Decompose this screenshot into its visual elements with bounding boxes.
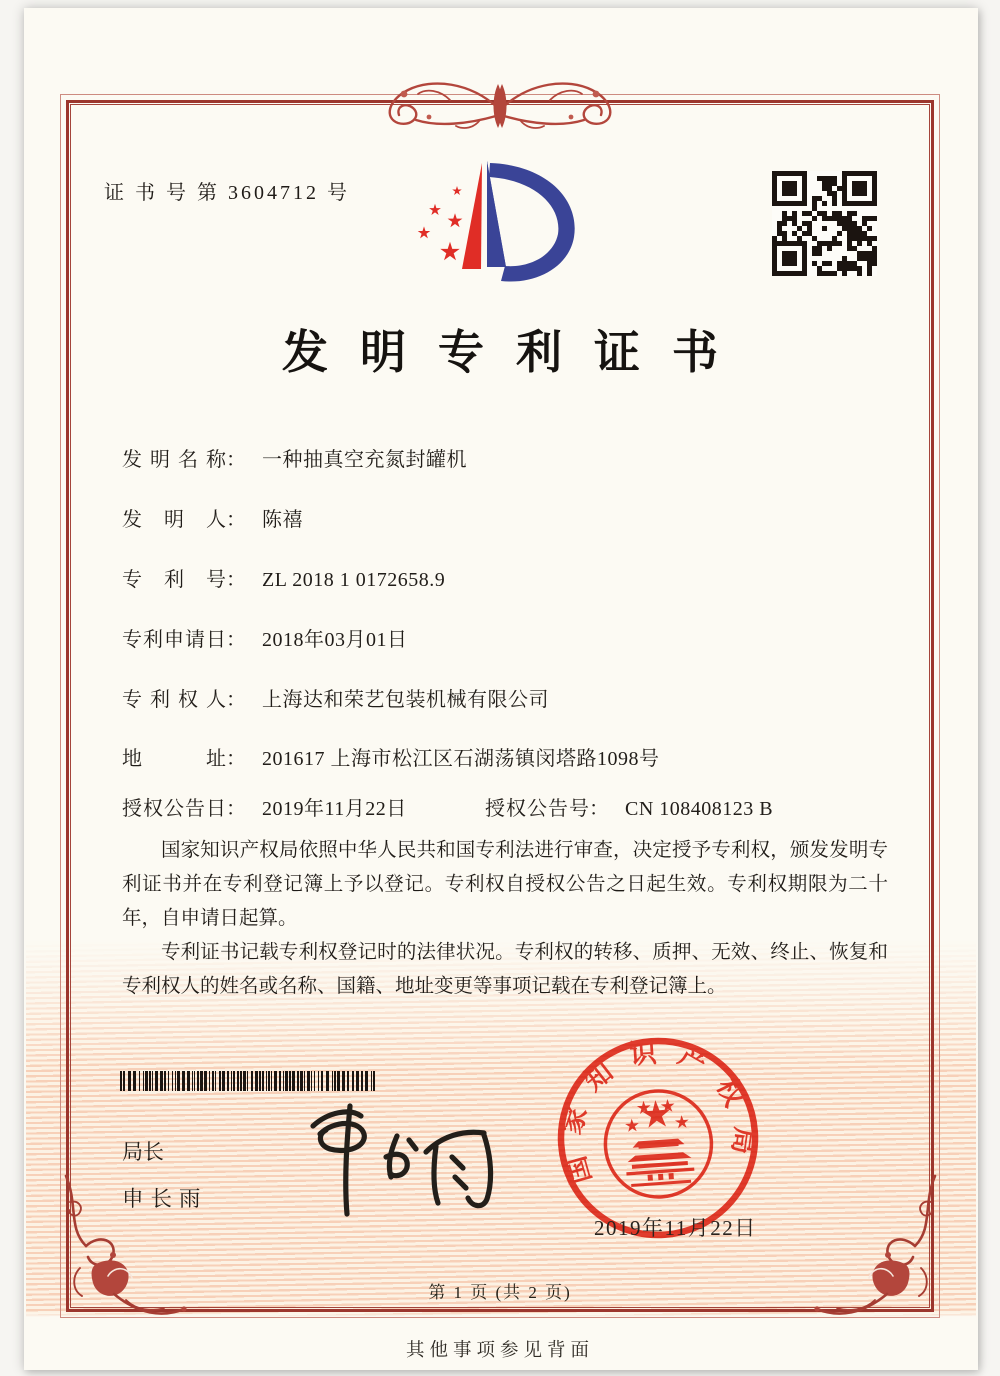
barcode — [120, 1071, 378, 1091]
field-colon: ： — [226, 449, 246, 471]
field-value: 上海达和荣艺包装机械有限公司 — [262, 689, 549, 711]
field-label: 发 明 人 — [122, 509, 226, 531]
field-label: 地 址 — [122, 748, 226, 770]
field-value: 2019年11月22日 — [262, 798, 407, 820]
field-filing-date — [122, 623, 408, 652]
field-value: 2018年03月01日 — [262, 629, 408, 651]
director-name: 申长雨 — [122, 1187, 208, 1211]
field-grant-date — [122, 798, 407, 820]
field-colon: ： — [589, 798, 609, 820]
field-label: 专 利 号 — [122, 569, 226, 591]
field-inventor — [122, 503, 303, 532]
field-value: 陈禧 — [262, 509, 303, 531]
page-title: 发明专利证书 — [282, 327, 750, 378]
field-invention-name — [122, 443, 467, 472]
field-value: ZL 2018 1 0172658.9 — [262, 569, 446, 591]
field-colon: ： — [226, 689, 246, 711]
field-value: CN 108408123 B — [625, 798, 774, 820]
legal-paragraph-1: 国家知识产权局依照中华人民共和国专利法进行审查，决定授予专利权，颁发发明专利证书并在专利登记簿上予以登记。专利权自授权公告之日起生效。专利权期限为二十年，自申请日起算。 — [122, 840, 888, 929]
back-side-note: 其他事项参见背面 — [405, 1341, 594, 1361]
field-address — [122, 742, 660, 771]
national-emblem-icon — [602, 1087, 715, 1200]
field-label: 授 权 公 告 号 — [485, 798, 589, 820]
field-grant-number — [485, 792, 773, 821]
signatory-block — [122, 1136, 208, 1213]
top-flourish-ornament — [330, 70, 670, 142]
field-label: 授 权 公 告 日 — [122, 798, 226, 820]
qr-code — [772, 171, 877, 276]
field-label: 专 利 申 请 日 — [122, 629, 226, 651]
director-title: 局长 — [122, 1140, 164, 1164]
field-colon: ： — [226, 748, 246, 770]
field-patent-number — [122, 563, 445, 592]
field-colon: ： — [226, 798, 246, 820]
field-label: 专 利 权 人 — [122, 689, 226, 711]
field-value: 201617 上海市松江区石湖荡镇闵塔路1098号 — [262, 748, 660, 770]
cnipa-logo-icon — [402, 155, 596, 287]
field-patentee — [122, 683, 549, 712]
page-indicator: 第 1 页 (共 2 页) — [428, 1283, 572, 1302]
grant-date-under-seal: 2019年11月22日 — [594, 1216, 757, 1240]
legal-paragraph-2: 专利证书记载专利权登记时的法律状况。专利权的转移、质押、无效、终止、恢复和专利权人的姓名或名称、国籍、地址变更等事项记载在专利登记簿上。 — [122, 942, 888, 997]
certificate-number: 证 书 号 第 3604712 号 — [104, 182, 350, 204]
seal-text: 国家知识产权局 — [555, 1036, 761, 1188]
field-colon: ： — [226, 629, 246, 651]
director-signature — [258, 1094, 513, 1222]
field-colon: ： — [226, 569, 246, 591]
field-label: 发 明 名 称 — [122, 449, 226, 471]
legal-text — [122, 834, 888, 1004]
field-colon: ： — [226, 509, 246, 531]
field-grant-row — [122, 792, 900, 821]
field-value: 一种抽真空充氮封罐机 — [262, 449, 467, 471]
